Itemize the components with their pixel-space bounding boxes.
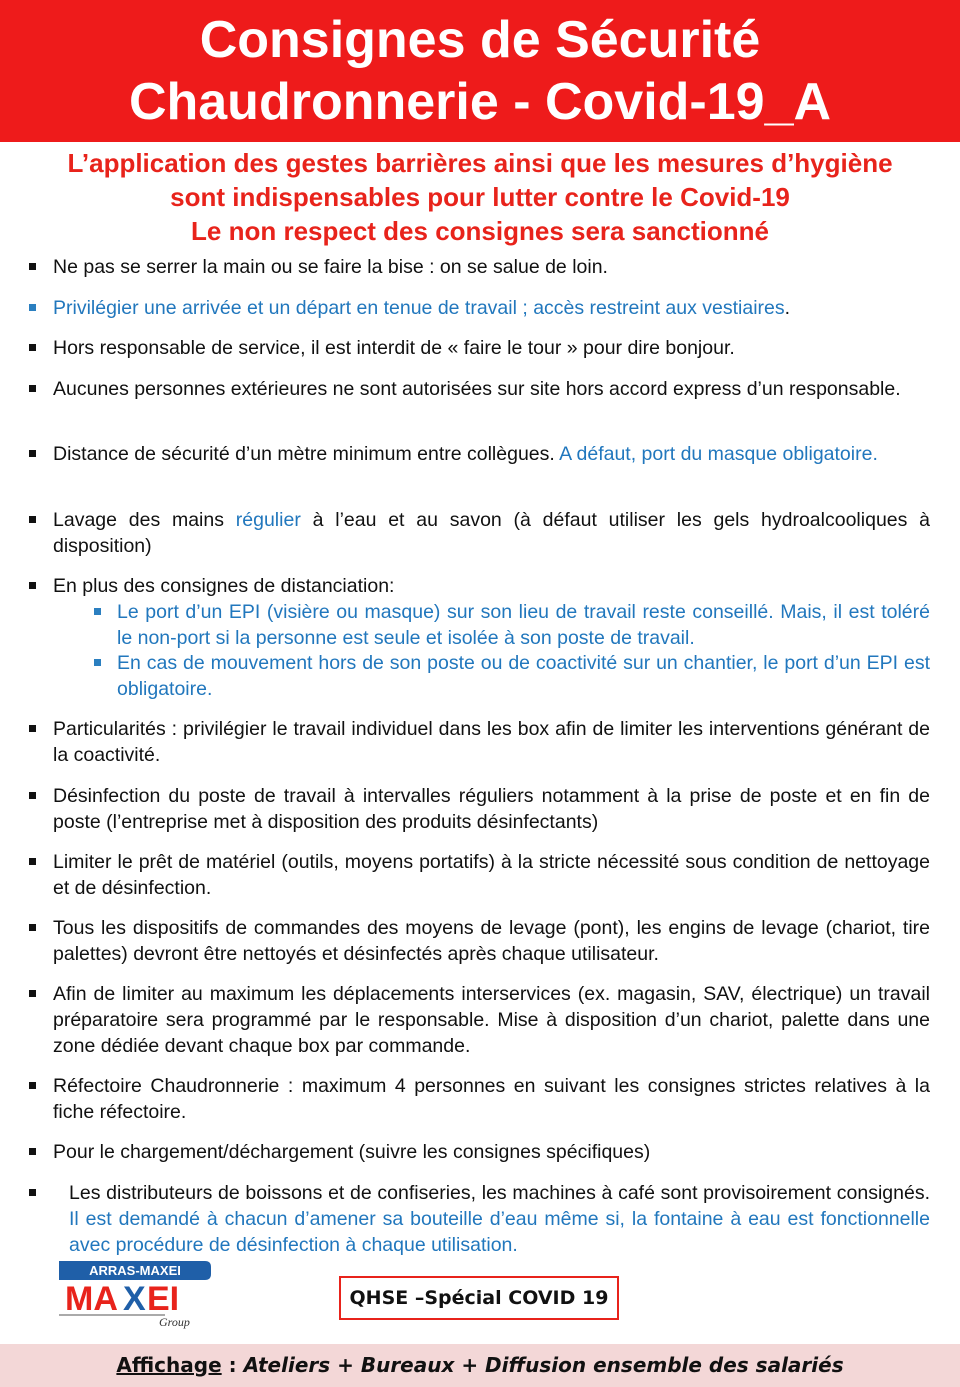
qhse-label-box: QHSE –Spécial COVID 19 [339, 1276, 619, 1320]
list-item-highlight: Privilégier une arrivée et un départ en tenue de travail ; accès restreint aux vestiaires [53, 297, 785, 319]
bullet-icon [29, 858, 36, 865]
list-item-text: Limiter le prêt de matériel (outils, moyens portatifs) à la stricte nécessité sous condition de nettoyage et de désinfection. [53, 851, 930, 899]
list-item-text: Ne pas se serrer la main ou se faire la bise : on se salue de loin. [53, 256, 608, 278]
list-item-text: Lavage des mains [53, 509, 236, 531]
list-item-text: . [784, 297, 791, 319]
bullet-icon [29, 924, 36, 931]
list-item [53, 295, 930, 321]
bullet-icon [29, 792, 36, 799]
list-item [53, 335, 930, 361]
intro-line-2: sont indispensables pour lutter contre le Covid-19 [170, 182, 790, 212]
list-item-text: Désinfection du poste de travail à intervalles réguliers notamment à la prise de poste et en fin de poste (l’entreprise met à disposition des produits désinfectants) [53, 785, 930, 833]
list-item [53, 1073, 930, 1125]
list-item [53, 573, 930, 599]
bullet-icon [29, 263, 36, 270]
bullet-icon [29, 1082, 36, 1089]
logo-name-right: EI [147, 1280, 180, 1318]
intro-line-1: L’application des gestes barrières ainsi que les mesures d’hygiène [67, 148, 893, 178]
sub-bullet-icon [94, 659, 101, 666]
list-item [53, 441, 930, 467]
list-item [53, 376, 930, 402]
logo-name-mid: X [123, 1280, 146, 1318]
bullet-icon [29, 725, 36, 732]
list-item [53, 849, 930, 901]
footer-bar [0, 1344, 960, 1387]
intro-warning [0, 146, 960, 248]
list-item-text: Les distributeurs de boissons et de confiseries, les machines à café sont provisoirement consignés. [69, 1182, 930, 1204]
bullet-icon [29, 385, 36, 392]
list-item [53, 254, 930, 280]
page-header [0, 0, 960, 142]
bullet-icon [29, 450, 36, 457]
list-item-text: Réfectoire Chaudronnerie : maximum 4 personnes en suivant les consignes strictes relatives à la fiche réfectoire. [53, 1075, 930, 1123]
logo-graphic [55, 1258, 215, 1330]
list-item-text: Hors responsable de service, il est interdit de « faire le tour » pour dire bonjour. [53, 337, 735, 359]
intro-line-3: Le non respect des consignes sera sanctionné [191, 216, 769, 246]
bullet-icon [29, 304, 36, 311]
logo-name-left: MA [65, 1280, 118, 1318]
list-item [53, 716, 930, 768]
bullet-icon [29, 1148, 36, 1155]
footer-label: Affichage [116, 1353, 222, 1377]
list-item-text: Tous les dispositifs de commandes des moyens de levage (pont), les engins de levage (chariot, tire palettes) devront être nettoyés et désinfectés après chaque utilisateur. [53, 917, 930, 965]
company-logo [55, 1258, 215, 1330]
list-item-highlight: Il est demandé à chacun d’amener sa bouteille d’eau même si, la fontaine à eau est fonctionnelle avec procédure de désinfection à chaque utilisation. [69, 1208, 930, 1256]
bullet-icon [29, 516, 36, 523]
footer-separator: : [221, 1353, 244, 1377]
bullet-icon [29, 1189, 36, 1196]
bullet-icon [29, 344, 36, 351]
list-item [53, 915, 930, 967]
list-item [53, 783, 930, 835]
list-item [53, 981, 930, 1059]
logo-group-text: Group [159, 1315, 190, 1329]
list-item-text: Particularités : privilégier le travail individuel dans les box afin de limiter les interventions générant de la coactivité. [53, 718, 930, 766]
list-item [69, 1180, 930, 1258]
sub-list-item: En cas de mouvement hors de son poste ou de coactivité sur un chantier, le port d’un EPI est obligatoire. [117, 652, 930, 700]
list-item-highlight: A défaut, port du masque obligatoire. [559, 443, 878, 465]
list-item-highlight: régulier [235, 509, 301, 531]
sub-bullet-icon [94, 608, 101, 615]
list-item-text: Afin de limiter au maximum les déplacements interservices (ex. magasin, SAV, électrique) un travail préparatoire sera programmé par le responsable. Mise à disposition d’un chariot, palette dans une zone dédiée devant chaque box par commande. [53, 983, 930, 1057]
list-item-text: En plus des consignes de distanciation: [53, 575, 395, 597]
list-item [53, 1139, 930, 1165]
title-line-2: Chaudronnerie - Covid-19_A [128, 73, 832, 131]
sub-list-item: Le port d’un EPI (visière ou masque) sur son lieu de travail reste conseillé. Mais, il est toléré le non-port si la personne est seule et isolée à son poste de travail. [117, 601, 930, 649]
list-item [53, 507, 930, 559]
logo-banner-text: ARRAS-MAXEI [89, 1263, 181, 1278]
bullet-icon [29, 990, 36, 997]
list-item-text: Distance de sécurité d’un mètre minimum entre collègues. [53, 443, 560, 465]
title-line-1: Consignes de Sécurité [199, 11, 761, 69]
bullet-icon [29, 582, 36, 589]
list-item-text: Aucunes personnes extérieures ne sont autorisées sur site hors accord express d’un responsable. [53, 378, 901, 400]
footer-text: Ateliers + Bureaux + Diffusion ensemble des salariés [243, 1353, 844, 1377]
list-item-text: à l’eau et au savon (à défaut utiliser les gels hydroalcooliques à disposition) [53, 509, 931, 557]
list-item-text: Pour le chargement/déchargement (suivre les consignes spécifiques) [53, 1141, 651, 1163]
